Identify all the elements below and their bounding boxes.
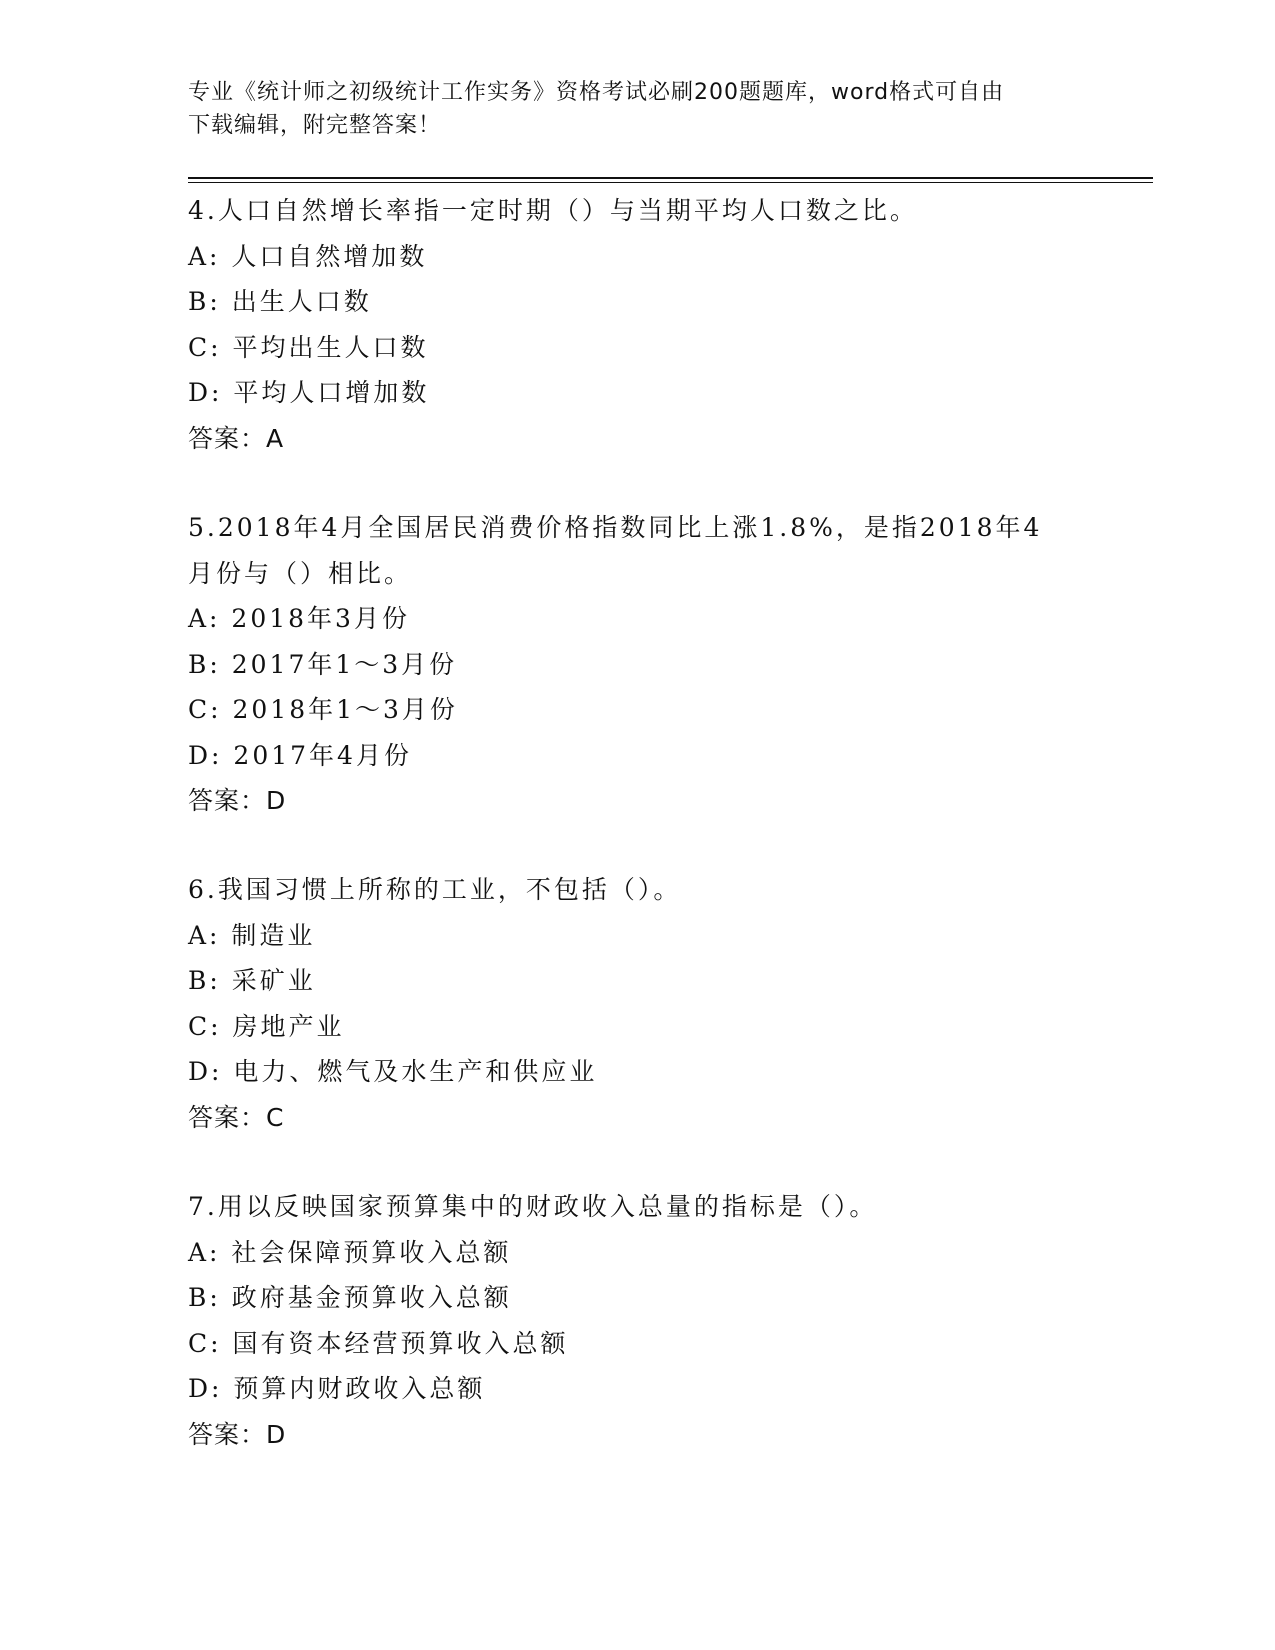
question-stem: 7.用以反映国家预算集中的财政收入总量的指标是（）。: [188, 1192, 878, 1221]
option-a: A: 人口自然增加数: [188, 241, 428, 271]
answer-label: 答案：A: [188, 423, 285, 453]
option-d: D: 预算内财政收入总额: [188, 1374, 486, 1403]
header-line-1: 专业《统计师之初级统计工作实务》资格考试必刷200题题库，word格式可自由: [188, 80, 1005, 105]
question-stem-continued: 月份与（）相比。: [188, 558, 413, 588]
option-b: B: 2017年1～3月份: [188, 649, 458, 679]
question-6: [188, 867, 1088, 1140]
question-stem: 4.人口自然增长率指一定时期（）与当期平均人口数之比。: [188, 196, 918, 225]
option-b: B: 采矿业: [188, 966, 316, 995]
option-a: A: 社会保障预算收入总额: [188, 1237, 512, 1267]
option-a: A: 制造业: [188, 920, 316, 950]
option-a: A: 2018年3月份: [188, 604, 410, 633]
option-b: B: 政府基金预算收入总额: [188, 1283, 512, 1312]
document-header: [188, 76, 1068, 142]
question-5: [188, 505, 1088, 824]
header-divider-thin: [188, 182, 1153, 183]
option-c: C: 2018年1～3月份: [188, 695, 458, 724]
option-c: C: 房地产业: [188, 1011, 345, 1041]
option-b: B: 出生人口数: [188, 287, 372, 316]
question-4: [188, 188, 1088, 461]
answer-label: 答案：C: [188, 1102, 285, 1132]
header-divider-thick: [188, 177, 1153, 179]
answer-label: 答案：D: [188, 786, 287, 815]
answer-label: 答案：D: [188, 1419, 287, 1449]
option-c: C: 平均出生人口数: [188, 332, 429, 362]
question-stem: 5.2018年4月全国居民消费价格指数同比上涨1.8%，是指2018年4: [188, 513, 1043, 542]
option-d: D: 电力、燃气及水生产和供应业: [188, 1057, 598, 1086]
question-7: [188, 1184, 1088, 1457]
option-d: D: 平均人口增加数: [188, 378, 430, 407]
option-d: D: 2017年4月份: [188, 740, 412, 770]
question-stem: 6.我国习惯上所称的工业，不包括（）。: [188, 875, 682, 904]
header-line-2: 下载编辑，附完整答案！: [188, 113, 442, 138]
option-c: C: 国有资本经营预算收入总额: [188, 1328, 569, 1358]
